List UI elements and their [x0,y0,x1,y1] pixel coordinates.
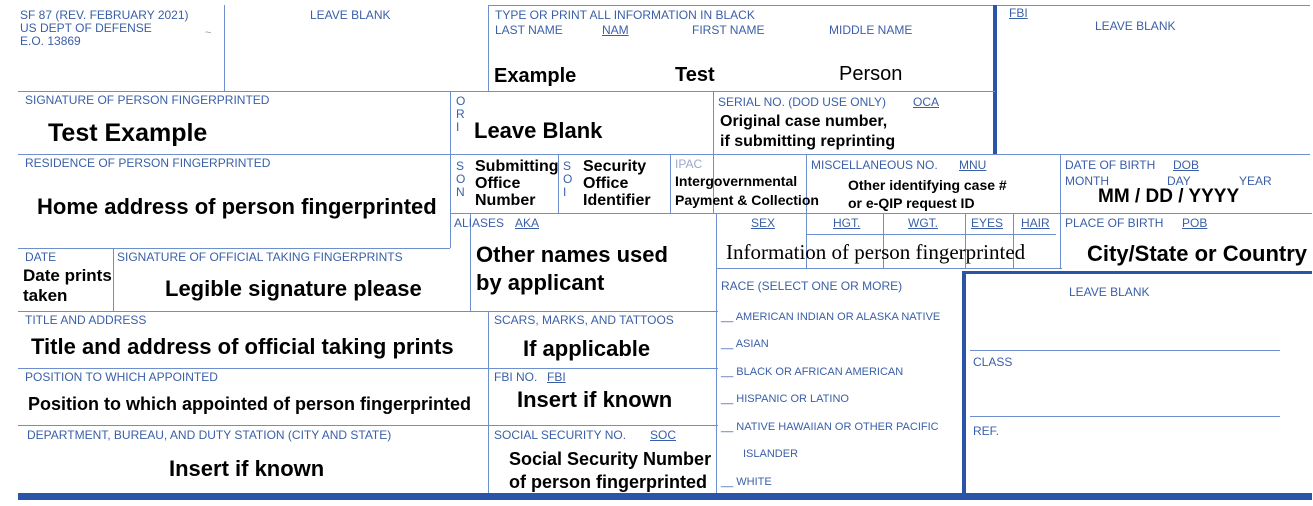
soc-code: SOC [650,428,677,442]
rule [18,311,718,312]
ori-letters [456,95,465,134]
department-label: DEPARTMENT, BUREAU, AND DUTY STATION (CITY AND STATE) [27,428,392,442]
son-line: Submitting [475,158,559,175]
soi-letter: I [563,185,567,199]
soi-line: Security [583,158,647,175]
aliases-field[interactable] [476,241,668,297]
rule [18,154,1310,155]
race-option[interactable]: __ AMERICAN INDIAN OR ALASKA NATIVE [721,311,941,323]
signature-field[interactable]: Test Example [48,119,208,147]
ref-label: REF. [973,424,1000,438]
rule [18,493,1312,500]
eyes-label: EYES [971,216,1004,230]
residence-label: RESIDENCE OF PERSON FINGERPRINTED [25,156,271,170]
dob-month-label: MONTH [1065,174,1109,188]
son-letter: S [456,159,465,173]
race-option-label: AMERICAN INDIAN OR ALASKA NATIVE [735,311,941,323]
race-option[interactable]: __ WHITE [721,476,772,488]
rule [450,91,451,248]
ssn-field[interactable] [509,448,711,494]
aliases-line: by applicant [476,270,605,295]
ssn-line: Social Security Number [509,449,712,469]
date-line: Date prints [23,266,112,285]
form-id-line: E.O. 13869 [20,34,81,48]
rule [488,5,489,91]
fbi-code: FBI [1009,6,1028,20]
rule [716,268,1062,269]
physical-field[interactable]: Information of person fingerprinted [726,240,1026,264]
ipac-field[interactable] [675,172,819,210]
title-label: TITLE AND ADDRESS [25,313,147,327]
dob-field[interactable]: MM / DD / YYYY [1098,186,1240,207]
soi-letter: S [563,159,572,173]
race-label: RACE (SELECT ONE OR MORE) [721,279,903,293]
pob-field[interactable]: City/State or Country [1087,241,1308,266]
rule [970,416,1280,417]
class-label: CLASS [973,355,1013,369]
official-signature-field[interactable]: Legible signature please [165,276,422,301]
fbi-no-code: FBI [547,370,566,384]
rule [962,271,1312,274]
race-option[interactable]: __ HISPANIC OR LATINO [721,393,849,405]
form-id-line: US DEPT OF DEFENSE [20,21,152,35]
date-line: taken [23,286,68,305]
mnu-code: MNU [959,158,987,172]
soi-line: Office [583,175,629,192]
fbi-no-field[interactable]: Insert if known [517,387,673,412]
ssn-line: of person fingerprinted [509,472,707,492]
rule [488,311,489,493]
serial-line: Original case number, [720,113,888,130]
dob-code: DOB [1173,158,1200,172]
hair-label: HAIR [1021,216,1050,230]
aliases-label: ALIASES [454,216,505,230]
position-field[interactable]: Position to which appointed of person fingerprinted [28,394,471,414]
race-option[interactable]: __ ASIAN [721,338,769,350]
soi-field[interactable] [583,158,651,209]
sex-label: SEX [751,216,776,230]
race-option[interactable]: __ NATIVE HAWAIIAN OR OTHER PACIFIC [721,421,939,433]
son-field[interactable] [475,158,559,209]
dob-day-label: DAY [1167,174,1191,188]
rule [970,350,1280,351]
ipac-line: Payment & Collection [675,192,819,208]
ori-field[interactable]: Leave Blank [474,118,603,143]
rule [18,368,718,369]
rule [993,5,997,155]
ipac-label: IPAC [675,157,703,171]
form-id-line: SF 87 (REV. FEBRUARY 2021) [20,8,189,22]
residence-field[interactable]: Home address of person fingerprinted [37,194,437,219]
rule [113,248,114,311]
serial-label: SERIAL NO. (DOD USE ONLY) [718,95,887,109]
misc-line: or e-QIP request ID [848,195,975,211]
last-name-label: LAST NAME [495,23,563,37]
rule [962,274,966,493]
position-label: POSITION TO WHICH APPOINTED [25,370,218,384]
rule [670,154,671,213]
wgt-label: WGT. [908,216,938,230]
son-letter: N [456,185,465,199]
signature-label: SIGNATURE OF PERSON FINGERPRINTED [25,93,270,107]
ipac-line: Intergovernmental [675,173,798,189]
leave-blank-3: LEAVE BLANK [1069,285,1150,299]
first-name-label: FIRST NAME [692,23,765,37]
leave-blank-1: LEAVE BLANK [310,8,391,22]
son-line: Number [475,192,536,209]
last-name-field[interactable]: Example [494,65,577,87]
race-option[interactable]: __ BLACK OR AFRICAN AMERICAN [721,366,904,378]
rule [18,248,450,249]
race-option-label: BLACK OR AFRICAN AMERICAN [736,366,904,378]
serial-field[interactable] [720,112,895,152]
pob-code: POB [1182,216,1208,230]
type-instruction: TYPE OR PRINT ALL INFORMATION IN BLACK [495,8,755,22]
fbi-no-label: FBI NO. [494,370,538,384]
soi-letter: O [563,172,573,186]
ori-letter: O [456,94,466,108]
rule [224,5,225,91]
rule [18,91,995,92]
scars-field[interactable]: If applicable [523,336,651,361]
misc-line: Other identifying case # [848,177,1007,193]
nam-code: NAM [602,23,629,37]
hgt-label: HGT. [833,216,861,230]
son-line: Office [475,175,521,192]
aka-code: AKA [515,216,540,230]
department-field[interactable]: Insert if known [169,456,325,481]
rule [1060,154,1061,268]
dob-year-label: YEAR [1239,174,1272,188]
soi-line: Identifier [583,192,651,209]
son-letter: O [456,172,466,186]
middle-name-label: MIDDLE NAME [829,23,913,37]
rule [806,234,1056,235]
date-field[interactable] [23,266,112,306]
dob-label: DATE OF BIRTH [1065,158,1156,172]
son-letters [456,160,465,199]
ori-letter: R [456,107,465,121]
race-option-label: NATIVE HAWAIIAN OR OTHER PACIFIC [736,421,939,433]
misc-field[interactable] [848,176,1007,212]
official-signature-label: SIGNATURE OF OFFICIAL TAKING FINGERPRINTS [117,250,403,264]
leave-blank-2: LEAVE BLANK [1095,19,1176,33]
ori-letter: I [456,120,460,134]
date-label: DATE [25,250,57,264]
aliases-line: Other names used [476,242,668,267]
oca-code: OCA [913,95,940,109]
race-option-label: HISPANIC OR LATINO [736,393,849,405]
first-name-field[interactable]: Test [675,64,715,86]
scars-label: SCARS, MARKS, AND TATTOOS [494,313,674,327]
rule [716,213,717,493]
middle-name-field[interactable]: Person [839,63,903,85]
race-option-continued: ISLANDER [743,448,799,460]
rule [450,213,1312,214]
title-field[interactable]: Title and address of official taking prints [31,334,454,359]
serial-line: if submitting reprinting [720,133,896,150]
ssn-label: SOCIAL SECURITY NO. [494,428,627,442]
misc-label: MISCELLANEOUS NO. [811,158,938,172]
tilde-mark: ~ [205,27,212,39]
rule [488,5,1310,6]
pob-label: PLACE OF BIRTH [1065,216,1164,230]
race-option-label: WHITE [736,476,772,488]
race-option-label: ASIAN [735,338,769,350]
soi-letters [563,160,572,199]
form-id [20,9,189,48]
rule [18,425,718,426]
